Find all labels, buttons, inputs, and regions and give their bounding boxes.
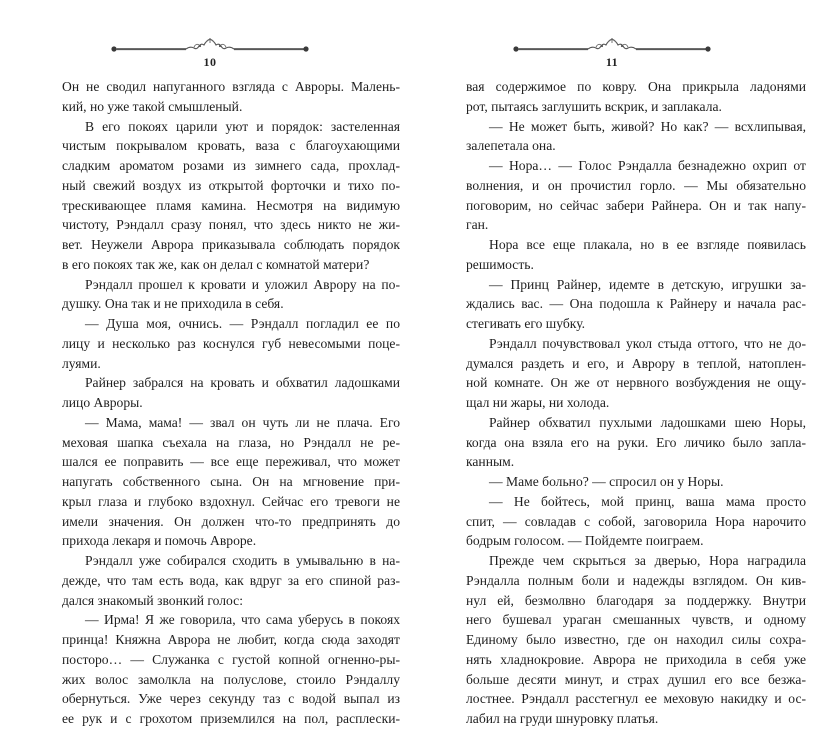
page-header <box>512 35 712 71</box>
text-line: душку. Она так и не приходила в себя. <box>62 296 284 312</box>
text-line: стегивать его шубку. <box>466 316 586 331</box>
text-line: крыл глаза и глубоко вздохнул. Сейчас его тревоги не <box>62 493 400 509</box>
text-line: лицу и несколько раз коснулся губ невесомыми поце- <box>62 335 400 351</box>
text-line: напугать собственного сына. Он на мгновение при- <box>62 474 400 489</box>
right-page <box>410 0 820 726</box>
flourish-divider-icon <box>110 35 310 55</box>
text-line: решимость. <box>466 256 534 272</box>
text-line: — Не может быть, живой? Но как? — всхлипывая, <box>489 118 806 134</box>
text-line: обернуться. Уже через секунду таз с водой выпал из <box>62 691 400 707</box>
text-line: нул ей, безмолвно благодаря за поддержку. Внутри <box>466 592 806 608</box>
text-line: кий, но уже такой смышленый. <box>62 98 243 114</box>
text-line: рот, пытаясь заглушить вскрик, и заплакала. <box>466 98 722 114</box>
text-line: Он не сводил напуганного взгляда с Авроры. Малень- <box>62 79 400 94</box>
text-line: Рэндалл уже собирался сходить в умывальню в на- <box>85 553 400 568</box>
left-page <box>0 0 410 726</box>
text-line: меховая шапка съехала на глаза, но Рэндалл не ре- <box>62 434 400 450</box>
text-line: лицо Авроры. <box>62 395 143 410</box>
text-line: него бушевал ураган смешанных чувств, и одному <box>466 612 806 628</box>
text-line: Рэндалл почувствовал укол стыда оттого, что не до- <box>489 335 806 351</box>
text-line: Единому было известно, где он находил силы сохра- <box>466 632 806 647</box>
text-line: чистоту, Рэндалл сразу понял, что здесь никто не жи- <box>62 217 400 233</box>
text-line: волнения, и он прочистил горло. — Мы обязательно <box>466 177 806 193</box>
page-header <box>110 35 310 71</box>
text-line: — Принц Райнер, идемте в детскую, игрушки за- <box>489 276 806 292</box>
text-line: лабил на груди шнуровку платья. <box>466 711 659 726</box>
text-line: залепетала она. <box>466 138 556 154</box>
text-line: поговорим, но сейчас забери Райнера. Он и так напу- <box>466 197 806 213</box>
text-line: дался знакомый звонкий голос: <box>62 592 243 608</box>
text-line: нять хладнокровие. Аврора не приходила в себя уже <box>466 651 806 667</box>
flourish-divider-icon <box>512 35 712 55</box>
text-line: — Маме больно? — спросил он у Норы. <box>489 474 724 489</box>
text-line: ной комнате. Он же от нервного возбуждения не ощу- <box>466 375 806 391</box>
text-line: Рэндалла полным боли и надежды взглядом. Он кив- <box>466 572 806 588</box>
text-line: когда она взяла его на руки. Его личико было запла- <box>466 434 806 450</box>
text-line: ный свежий воздух из открытой форточки и тихо по- <box>62 177 400 193</box>
body-text <box>62 77 400 729</box>
text-line: луями. <box>62 355 101 371</box>
text-line: — Душа моя, очнись. — Рэндалл погладил ее по <box>85 316 400 331</box>
text-line: Райнер обхватил пухлыми ладошками шею Норы, <box>489 414 806 430</box>
text-line: вая содержимое по ковру. Она прикрыла ладонями <box>466 79 806 94</box>
text-line: ган. <box>466 217 489 233</box>
text-line: принца! Княжна Аврора не любит, когда сюда заходят <box>62 632 400 647</box>
text-line: канным. <box>466 454 515 470</box>
text-line: щал ни жары, ни холода. <box>466 395 610 410</box>
text-line: Райнер забрался на кровать и обхватил ладошками <box>85 375 400 391</box>
text-line: жих волос замолкла на полуслове, стоило Рэндаллу <box>62 671 400 687</box>
text-line: Нора все еще плакала, но в ее взгляде появилась <box>489 237 806 252</box>
page-number: 11 <box>605 55 619 69</box>
text-line: дежде, что там есть вода, как вдруг за его спиной раз- <box>62 572 400 588</box>
text-line: В его покоях царили уют и порядок: застеленная <box>85 118 400 134</box>
text-line: чистым покрывалом кровать, ваза с благоухающими <box>62 138 400 154</box>
text-line: имели значения. Он должен что-то предпринять до <box>62 513 400 529</box>
text-line: — Ирма! Я же говорила, что сама уберусь в покоях <box>85 612 400 628</box>
text-line: вет. Неужели Аврора приказывала соблюдать порядок <box>62 237 400 252</box>
text-line: ждались вас. — Она подошла к Райнеру и начала рас- <box>466 296 806 312</box>
text-line: шался ее поправить — все еще переживал, что может <box>62 454 400 470</box>
text-line: — Мама, мама! — звал он чуть ли не плача. Его <box>85 414 400 430</box>
text-line: сладким ароматом розами из зимнего сада, прохлад- <box>62 158 400 173</box>
text-line: в его покоях так же, как он делал с комнатой матери? <box>62 256 370 272</box>
text-line: Прежде чем скрыться за дверью, Нора наградила <box>489 553 806 568</box>
text-line: спит, — совладав с собой, заговорила Нора нарочито <box>466 513 806 529</box>
text-line: бодрым голосом. — Пойдемте поиграем. <box>466 533 704 549</box>
text-line: лостнее. Рэндалл расстегнул ее меховую накидку и ос- <box>466 691 806 707</box>
text-line: — Нора… — Голос Рэндалла безнадежно охрип от <box>489 158 806 173</box>
page-number: 10 <box>203 55 217 69</box>
text-line: ее рук и с грохотом приземлился на пол, расплески- <box>62 711 400 726</box>
text-line: посторо… — Служанка с густой копной огненно-ры- <box>62 651 400 667</box>
text-line: трескивающее пламя камина. Несмотря на видимую <box>62 197 400 213</box>
text-line: думался раздеть и его, и Аврору в теплой, натоплен- <box>466 355 806 371</box>
text-line: Рэндалл прошел к кровати и уложил Аврору на по- <box>85 276 400 292</box>
body-text <box>466 77 806 729</box>
text-line: прихода лекаря и помочь Авроре. <box>62 533 257 549</box>
text-line: больше десяти минут, и страх душил его все безжа- <box>466 671 806 687</box>
text-line: — Не бойтесь, мой принц, ваша мама просто <box>489 493 806 509</box>
